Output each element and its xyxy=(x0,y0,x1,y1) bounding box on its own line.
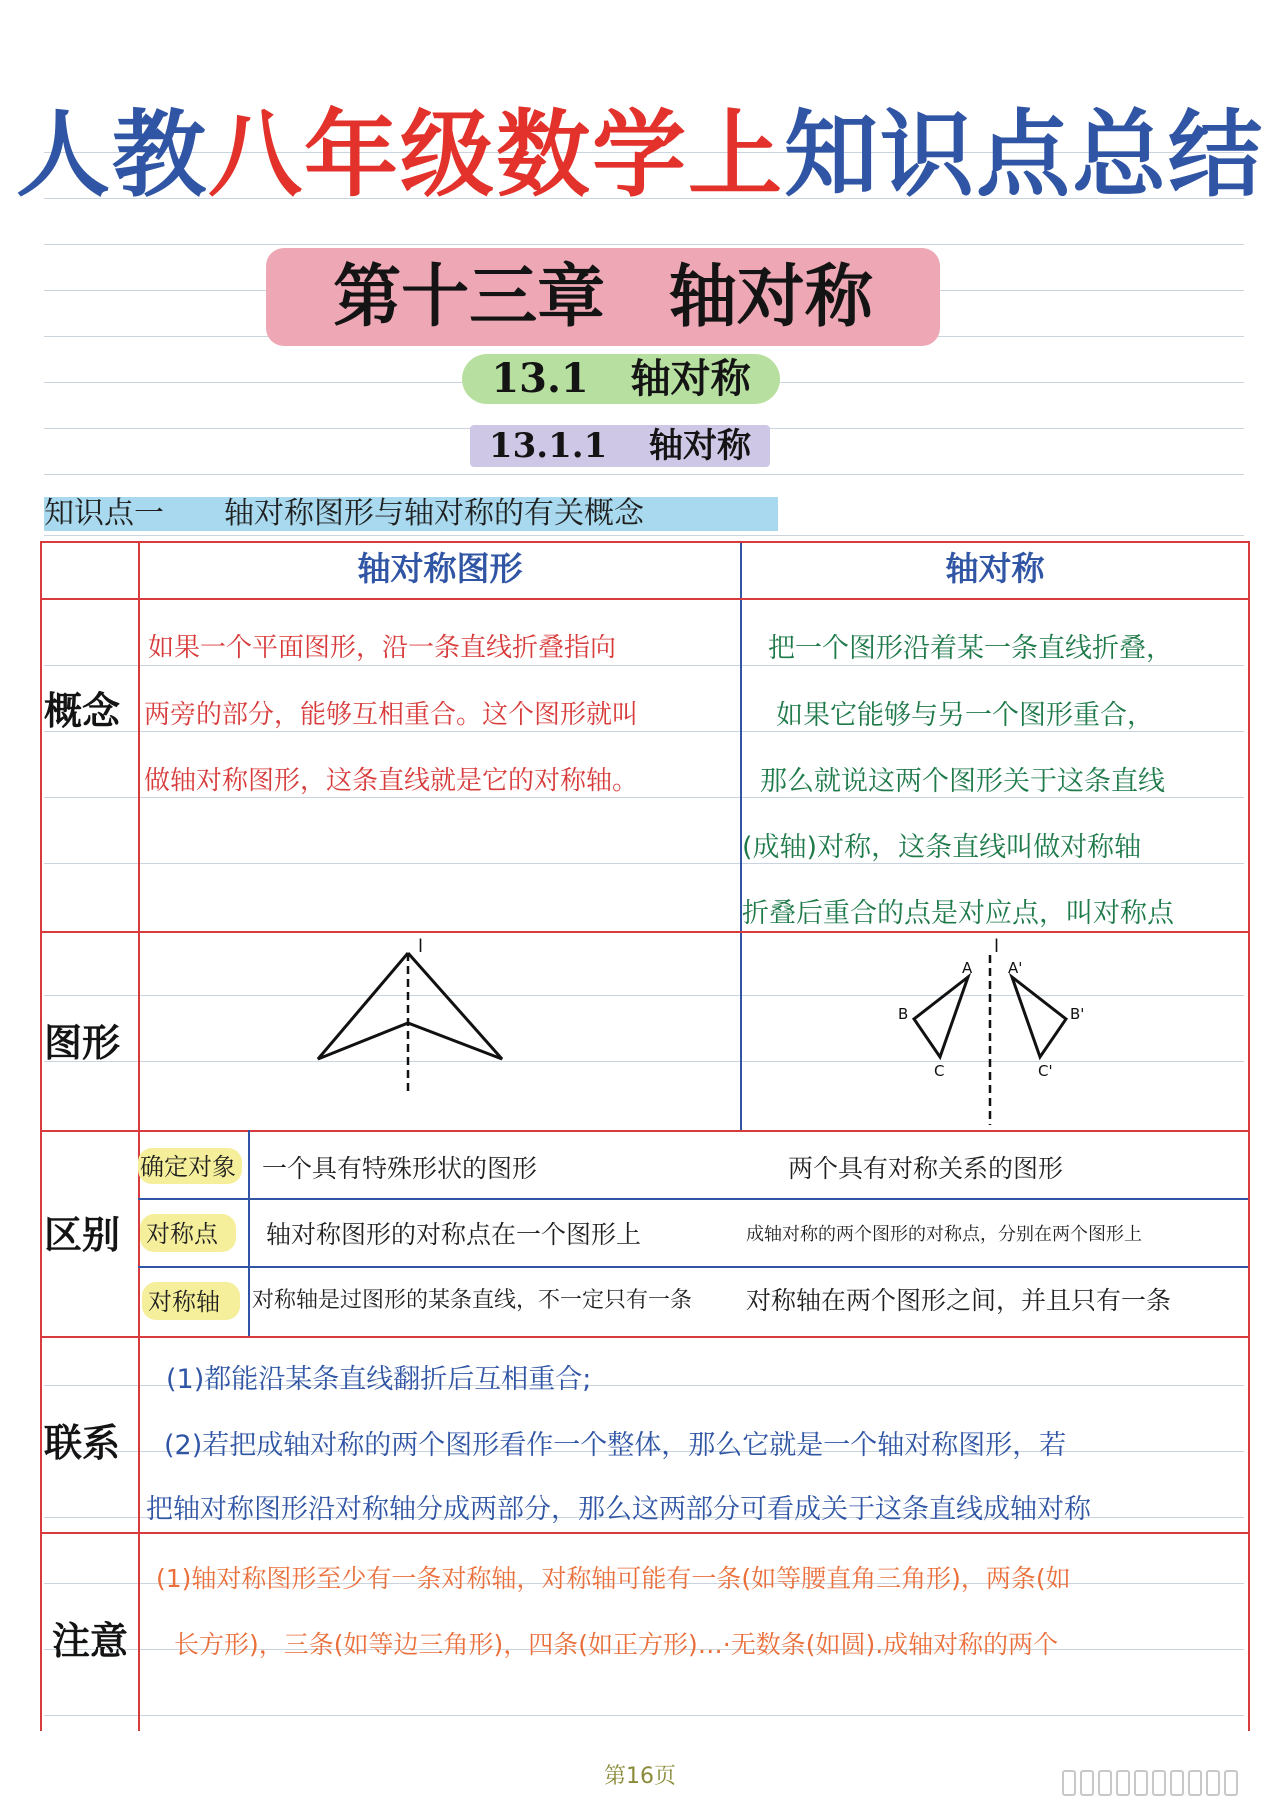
subsection-title: 13.1.1 轴对称 xyxy=(488,426,752,466)
difference-right-cell: 对称轴在两个图形之间，并且只有一条 xyxy=(746,1286,1172,1315)
row-label-note: 注意 xyxy=(52,1618,129,1663)
concept-right-line: 如果它能够与另一个图形重合， xyxy=(776,700,1154,731)
table-row-divider xyxy=(40,1130,1248,1132)
point-label: A' xyxy=(1008,959,1023,977)
table-header-divider xyxy=(40,598,1248,600)
concept-left-line: 如果一个平面图形，沿一条直线折叠指向 xyxy=(148,633,617,663)
watermark-logo xyxy=(1206,1770,1220,1796)
difference-tag: 确定对象 xyxy=(140,1153,236,1181)
difference-left-cell: 一个具有特殊形状的图形 xyxy=(262,1154,538,1183)
ruled-line xyxy=(44,863,1244,864)
difference-tag-divider xyxy=(248,1130,250,1336)
symmetric-figure-diagram xyxy=(300,935,520,1100)
difference-right-cell: 两个具有对称关系的图形 xyxy=(788,1154,1064,1183)
table-border-top xyxy=(40,541,1248,543)
difference-row-divider xyxy=(138,1266,1248,1268)
page-number: 第16页 xyxy=(604,1764,676,1789)
concept-right-line: (成轴)对称，这条直线叫做对称轴 xyxy=(742,832,1142,863)
row-label-difference: 区别 xyxy=(44,1212,121,1257)
difference-tag: 对称轴 xyxy=(148,1288,220,1316)
difference-row-divider xyxy=(138,1198,1248,1200)
ruled-line xyxy=(44,797,1244,798)
triangle-abc xyxy=(914,977,968,1057)
ruled-line xyxy=(44,535,1244,536)
concept-right-line: 把一个图形沿着某一条直线折叠， xyxy=(768,633,1173,664)
concept-right-line: 那么就说这两个图形关于这条直线 xyxy=(760,766,1165,797)
row-label-figure: 图形 xyxy=(44,1020,121,1065)
relation-line: 把轴对称图形沿对称轴分成两部分，那么这两部分可看成关于这条直线成轴对称 xyxy=(146,1494,1091,1525)
col-header-axial-symmetry: 轴对称 xyxy=(945,549,1045,588)
watermark-logo xyxy=(1098,1770,1112,1796)
main-title xyxy=(0,100,1280,210)
watermark-logo xyxy=(1188,1770,1202,1796)
col-header-axis-symmetric-figure: 轴对称图形 xyxy=(357,549,523,588)
watermark-logo xyxy=(1170,1770,1184,1796)
difference-right-cell: 成轴对称的两个图形的对称点，分别在两个图形上 xyxy=(746,1224,1142,1245)
concept-left-line: 两旁的部分，能够互相重合。这个图形就叫 xyxy=(144,700,639,730)
watermark-logo xyxy=(1062,1770,1076,1796)
watermark-logo xyxy=(1152,1770,1166,1796)
title-part-1: 人教 xyxy=(15,100,208,210)
point-label: B xyxy=(898,1005,909,1023)
axis-label: l xyxy=(418,936,424,957)
relation-line: (2)若把成轴对称的两个图形看作一个整体，那么它就是一个轴对称图形，若 xyxy=(164,1430,1067,1461)
table-border-left xyxy=(40,541,42,1731)
table-row-divider xyxy=(40,1532,1248,1534)
table-label-divider xyxy=(138,541,140,1731)
knowledge-point-label: 知识点一 xyxy=(44,496,164,531)
note-line: 长方形)，三条(如等边三角形)，四条(如正方形)…·无数条(如圆).成轴对称的两个 xyxy=(174,1630,1059,1659)
chapter-title: 第十三章 轴对称 xyxy=(333,257,873,337)
knowledge-point-title: 轴对称图形与轴对称的有关概念 xyxy=(224,496,644,531)
section-title: 13.1 轴对称 xyxy=(491,355,751,402)
difference-left-cell: 轴对称图形的对称点在一个图形上 xyxy=(266,1220,642,1249)
axial-symmetry-diagram xyxy=(890,935,1110,1130)
title-part-2: 八年级数学上 xyxy=(207,100,784,210)
table-border-right xyxy=(1248,541,1250,1731)
arrow-shape xyxy=(318,953,502,1059)
point-label: B' xyxy=(1070,1005,1085,1023)
watermark-logo xyxy=(1134,1770,1148,1796)
table-row-divider xyxy=(40,1336,1248,1338)
ruled-line xyxy=(44,1715,1244,1716)
point-label: A xyxy=(962,959,973,977)
difference-left-cell: 对称轴是过图形的某条直线，不一定只有一条 xyxy=(252,1288,693,1313)
point-label: C' xyxy=(1038,1062,1053,1080)
point-label: C xyxy=(934,1062,945,1080)
knowledge-point-heading xyxy=(44,494,644,534)
ruled-line xyxy=(44,665,1244,666)
concept-left-line: 做轴对称图形，这条直线就是它的对称轴。 xyxy=(144,766,639,796)
ruled-line xyxy=(44,474,1244,475)
relation-line: (1)都能沿某条直线翻折后互相重合; xyxy=(166,1364,592,1395)
axis-label: l xyxy=(994,936,1000,957)
table-row-divider xyxy=(40,931,1248,933)
ruled-line xyxy=(44,244,1244,245)
ruled-line xyxy=(44,731,1244,732)
watermark-logo xyxy=(1116,1770,1130,1796)
watermark-logo xyxy=(1224,1770,1238,1796)
row-label-concept: 概念 xyxy=(44,688,121,733)
watermark-logo xyxy=(1080,1770,1094,1796)
concept-right-line: 折叠后重合的点是对应点，叫对称点 xyxy=(742,898,1174,929)
row-label-relation: 联系 xyxy=(44,1420,121,1465)
triangle-abc-prime xyxy=(1012,977,1066,1057)
note-line: (1)轴对称图形至少有一条对称轴，对称轴可能有一条(如等腰直角三角形)，两条(如 xyxy=(156,1564,1071,1593)
title-part-3: 知识点总结 xyxy=(784,100,1265,210)
difference-tag: 对称点 xyxy=(146,1220,218,1248)
